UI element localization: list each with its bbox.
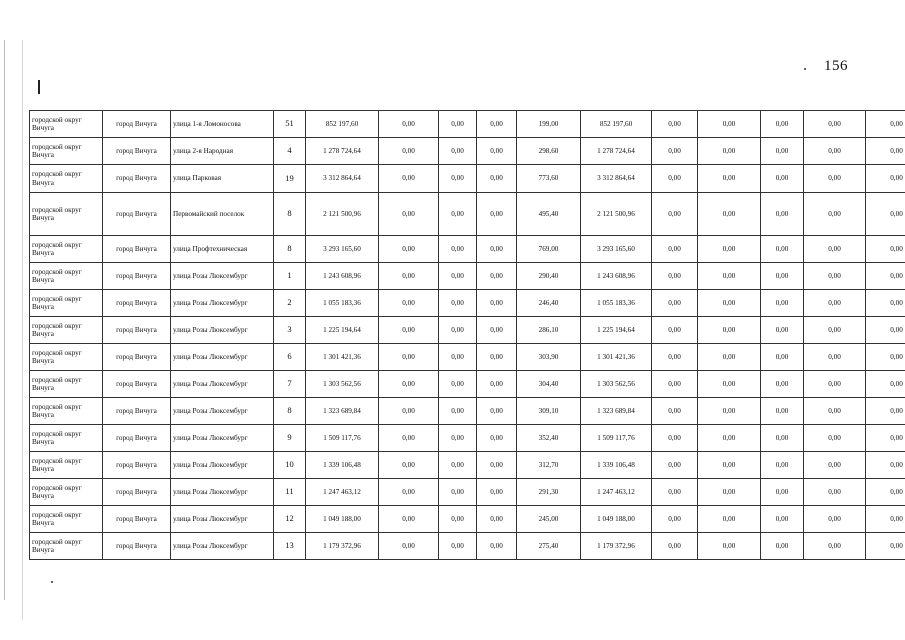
value-cell: 0,00 (866, 236, 905, 263)
value-cell: 0,00 (804, 533, 866, 560)
value-cell: 0,00 (439, 193, 477, 236)
street-cell: улица Розы Люксембург (171, 371, 274, 398)
value-cell: 0,00 (804, 263, 866, 290)
value-cell: 0,00 (439, 165, 477, 193)
value-cell: 0,00 (477, 138, 517, 165)
cost-cell: 1 055 183,36 (581, 290, 652, 317)
table-row (30, 290, 905, 317)
value-cell: 0,00 (698, 344, 761, 371)
table-row (30, 236, 905, 263)
street-cell: Первомайский поселок (171, 193, 274, 236)
street-cell: улица Розы Люксембург (171, 263, 274, 290)
value-cell: 0,00 (652, 165, 698, 193)
value-cell: 0,00 (761, 371, 804, 398)
total-cost-cell: 1 509 117,76 (306, 425, 379, 452)
city-cell: город Вичуга (103, 193, 171, 236)
value-cell: 0,00 (698, 236, 761, 263)
value-cell: 0,00 (804, 290, 866, 317)
value-cell: 0,00 (761, 452, 804, 479)
area-cell: 495,40 (517, 193, 581, 236)
value-cell: 0,00 (698, 452, 761, 479)
okrug-cell: городской округ Вичуга (30, 111, 103, 138)
value-cell: 0,00 (866, 398, 905, 425)
value-cell: 0,00 (761, 193, 804, 236)
house-number-cell: 8 (274, 398, 306, 425)
value-cell: 0,00 (804, 398, 866, 425)
value-cell: 0,00 (761, 533, 804, 560)
house-number-cell: 3 (274, 317, 306, 344)
street-cell: улица Розы Люксембург (171, 452, 274, 479)
house-number-cell: 11 (274, 479, 306, 506)
value-cell: 0,00 (866, 165, 905, 193)
city-cell: город Вичуга (103, 371, 171, 398)
cost-cell: 3 293 165,60 (581, 236, 652, 263)
city-cell: город Вичуга (103, 425, 171, 452)
value-cell: 0,00 (652, 479, 698, 506)
house-number-cell: 8 (274, 193, 306, 236)
area-cell: 246,40 (517, 290, 581, 317)
value-cell: 0,00 (439, 506, 477, 533)
total-cost-cell: 1 303 562,56 (306, 371, 379, 398)
value-cell: 0,00 (804, 344, 866, 371)
value-cell: 0,00 (477, 344, 517, 371)
value-cell: 0,00 (698, 398, 761, 425)
okrug-cell: городской округ Вичуга (30, 533, 103, 560)
value-cell: 0,00 (761, 290, 804, 317)
scan-left-rule (4, 40, 5, 600)
cost-cell: 1 247 463,12 (581, 479, 652, 506)
city-cell: город Вичуга (103, 452, 171, 479)
okrug-cell: городской округ Вичуга (30, 371, 103, 398)
house-number-cell: 12 (274, 506, 306, 533)
cost-cell: 1 339 106,48 (581, 452, 652, 479)
total-cost-cell: 3 312 864,64 (306, 165, 379, 193)
table-row (30, 344, 905, 371)
cost-cell: 852 197,60 (581, 111, 652, 138)
value-cell: 0,00 (761, 111, 804, 138)
value-cell: 0,00 (477, 398, 517, 425)
value-cell: 0,00 (761, 165, 804, 193)
table-row (30, 193, 905, 236)
value-cell: 0,00 (698, 290, 761, 317)
cost-cell: 1 303 562,56 (581, 371, 652, 398)
value-cell: 0,00 (477, 111, 517, 138)
value-cell: 0,00 (379, 165, 439, 193)
house-number-cell: 2 (274, 290, 306, 317)
area-cell: 769,00 (517, 236, 581, 263)
scan-speck (51, 581, 53, 583)
value-cell: 0,00 (477, 263, 517, 290)
table-row (30, 138, 905, 165)
cost-cell: 1 301 421,36 (581, 344, 652, 371)
value-cell: 0,00 (866, 479, 905, 506)
street-cell: улица Розы Люксембург (171, 398, 274, 425)
okrug-cell: городской округ Вичуга (30, 506, 103, 533)
house-number-cell: 9 (274, 425, 306, 452)
cost-cell: 1 179 372,96 (581, 533, 652, 560)
value-cell: 0,00 (804, 236, 866, 263)
value-cell: 0,00 (804, 506, 866, 533)
value-cell: 0,00 (477, 506, 517, 533)
city-cell: город Вичуга (103, 138, 171, 165)
cost-cell: 1 323 689,84 (581, 398, 652, 425)
value-cell: 0,00 (804, 111, 866, 138)
value-cell: 0,00 (698, 317, 761, 344)
value-cell: 0,00 (379, 111, 439, 138)
total-cost-cell: 1 247 463,12 (306, 479, 379, 506)
total-cost-cell: 1 301 421,36 (306, 344, 379, 371)
house-number-cell: 10 (274, 452, 306, 479)
cost-cell: 1 049 188,00 (581, 506, 652, 533)
table-row (30, 533, 905, 560)
value-cell: 0,00 (761, 138, 804, 165)
value-cell: 0,00 (652, 317, 698, 344)
value-cell: 0,00 (439, 479, 477, 506)
value-cell: 0,00 (652, 236, 698, 263)
okrug-cell: городской округ Вичуга (30, 290, 103, 317)
value-cell: 0,00 (379, 425, 439, 452)
okrug-cell: городской округ Вичуга (30, 165, 103, 193)
value-cell: 0,00 (439, 452, 477, 479)
value-cell: 0,00 (652, 533, 698, 560)
value-cell: 0,00 (652, 425, 698, 452)
city-cell: город Вичуга (103, 344, 171, 371)
city-cell: город Вичуга (103, 165, 171, 193)
value-cell: 0,00 (698, 263, 761, 290)
value-cell: 0,00 (652, 398, 698, 425)
table-row (30, 111, 905, 138)
total-cost-cell: 1 278 724,64 (306, 138, 379, 165)
value-cell: 0,00 (866, 506, 905, 533)
house-number-cell: 19 (274, 165, 306, 193)
city-cell: город Вичуга (103, 506, 171, 533)
value-cell: 0,00 (379, 290, 439, 317)
value-cell: 0,00 (379, 317, 439, 344)
value-cell: 0,00 (379, 344, 439, 371)
area-cell: 286,10 (517, 317, 581, 344)
value-cell: 0,00 (477, 165, 517, 193)
value-cell: 0,00 (866, 344, 905, 371)
table-row (30, 371, 905, 398)
house-number-cell: 6 (274, 344, 306, 371)
value-cell: 0,00 (652, 452, 698, 479)
city-cell: город Вичуга (103, 263, 171, 290)
area-cell: 352,40 (517, 425, 581, 452)
okrug-cell: городской округ Вичуга (30, 317, 103, 344)
value-cell: 0,00 (761, 236, 804, 263)
value-cell: 0,00 (698, 506, 761, 533)
cost-cell: 3 312 864,64 (581, 165, 652, 193)
margin-mark (38, 80, 40, 94)
table-row (30, 479, 905, 506)
value-cell: 0,00 (379, 371, 439, 398)
area-cell: 290,40 (517, 263, 581, 290)
house-number-cell: 51 (274, 111, 306, 138)
value-cell: 0,00 (477, 452, 517, 479)
okrug-cell: городской округ Вичуга (30, 344, 103, 371)
house-number-cell: 7 (274, 371, 306, 398)
cost-cell: 1 509 117,76 (581, 425, 652, 452)
table-row (30, 452, 905, 479)
area-cell: 275,40 (517, 533, 581, 560)
total-cost-cell: 1 049 188,00 (306, 506, 379, 533)
area-cell: 199,00 (517, 111, 581, 138)
value-cell: 0,00 (439, 344, 477, 371)
total-cost-cell: 1 055 183,36 (306, 290, 379, 317)
value-cell: 0,00 (379, 506, 439, 533)
value-cell: 0,00 (804, 452, 866, 479)
street-cell: улица Розы Люксембург (171, 344, 274, 371)
value-cell: 0,00 (804, 138, 866, 165)
value-cell: 0,00 (477, 533, 517, 560)
value-cell: 0,00 (439, 398, 477, 425)
city-cell: город Вичуга (103, 317, 171, 344)
value-cell: 0,00 (698, 138, 761, 165)
street-cell: улица Профтехническая (171, 236, 274, 263)
value-cell: 0,00 (761, 344, 804, 371)
value-cell: 0,00 (804, 425, 866, 452)
total-cost-cell: 1 225 194,64 (306, 317, 379, 344)
city-cell: город Вичуга (103, 111, 171, 138)
street-cell: улица Розы Люксембург (171, 425, 274, 452)
area-cell: 304,40 (517, 371, 581, 398)
value-cell: 0,00 (439, 290, 477, 317)
table-row (30, 317, 905, 344)
value-cell: 0,00 (439, 236, 477, 263)
registry-table (29, 110, 905, 560)
value-cell: 0,00 (379, 479, 439, 506)
value-cell: 0,00 (379, 193, 439, 236)
okrug-cell: городской округ Вичуга (30, 425, 103, 452)
city-cell: город Вичуга (103, 398, 171, 425)
street-cell: улица Парковая (171, 165, 274, 193)
value-cell: 0,00 (477, 290, 517, 317)
value-cell: 0,00 (698, 371, 761, 398)
value-cell: 0,00 (761, 398, 804, 425)
page-number: 156 (824, 58, 848, 74)
value-cell: 0,00 (477, 193, 517, 236)
value-cell: 0,00 (439, 425, 477, 452)
scan-speck (804, 68, 806, 70)
value-cell: 0,00 (761, 317, 804, 344)
value-cell: 0,00 (652, 193, 698, 236)
city-cell: город Вичуга (103, 236, 171, 263)
okrug-cell: городской округ Вичуга (30, 193, 103, 236)
value-cell: 0,00 (761, 425, 804, 452)
value-cell: 0,00 (477, 479, 517, 506)
table-row (30, 506, 905, 533)
value-cell: 0,00 (698, 111, 761, 138)
value-cell: 0,00 (652, 263, 698, 290)
value-cell: 0,00 (698, 165, 761, 193)
street-cell: улица Розы Люксембург (171, 506, 274, 533)
value-cell: 0,00 (866, 371, 905, 398)
value-cell: 0,00 (439, 533, 477, 560)
value-cell: 0,00 (804, 371, 866, 398)
value-cell: 0,00 (652, 344, 698, 371)
value-cell: 0,00 (477, 425, 517, 452)
total-cost-cell: 1 323 689,84 (306, 398, 379, 425)
area-cell: 291,30 (517, 479, 581, 506)
street-cell: улица 2-я Народная (171, 138, 274, 165)
street-cell: улица Розы Люксембург (171, 317, 274, 344)
value-cell: 0,00 (439, 138, 477, 165)
total-cost-cell: 1 179 372,96 (306, 533, 379, 560)
okrug-cell: городской округ Вичуга (30, 236, 103, 263)
scan-left-rule-inner (22, 40, 23, 620)
value-cell: 0,00 (439, 371, 477, 398)
cost-cell: 2 121 500,96 (581, 193, 652, 236)
total-cost-cell: 2 121 500,96 (306, 193, 379, 236)
city-cell: город Вичуга (103, 479, 171, 506)
cost-cell: 1 278 724,64 (581, 138, 652, 165)
house-number-cell: 13 (274, 533, 306, 560)
house-number-cell: 1 (274, 263, 306, 290)
house-number-cell: 8 (274, 236, 306, 263)
value-cell: 0,00 (804, 479, 866, 506)
total-cost-cell: 1 339 106,48 (306, 452, 379, 479)
value-cell: 0,00 (866, 138, 905, 165)
value-cell: 0,00 (698, 479, 761, 506)
value-cell: 0,00 (652, 138, 698, 165)
total-cost-cell: 3 293 165,60 (306, 236, 379, 263)
value-cell: 0,00 (866, 317, 905, 344)
okrug-cell: городской округ Вичуга (30, 138, 103, 165)
area-cell: 309,10 (517, 398, 581, 425)
total-cost-cell: 1 243 608,96 (306, 263, 379, 290)
value-cell: 0,00 (866, 193, 905, 236)
value-cell: 0,00 (804, 317, 866, 344)
table-row (30, 425, 905, 452)
value-cell: 0,00 (379, 263, 439, 290)
street-cell: улица Розы Люксембург (171, 479, 274, 506)
street-cell: улица Розы Люксембург (171, 290, 274, 317)
value-cell: 0,00 (652, 371, 698, 398)
value-cell: 0,00 (866, 452, 905, 479)
okrug-cell: городской округ Вичуга (30, 398, 103, 425)
value-cell: 0,00 (477, 236, 517, 263)
table-row (30, 263, 905, 290)
area-cell: 245,00 (517, 506, 581, 533)
value-cell: 0,00 (652, 290, 698, 317)
value-cell: 0,00 (379, 138, 439, 165)
value-cell: 0,00 (866, 425, 905, 452)
value-cell: 0,00 (804, 165, 866, 193)
value-cell: 0,00 (698, 425, 761, 452)
value-cell: 0,00 (866, 290, 905, 317)
value-cell: 0,00 (866, 263, 905, 290)
area-cell: 773,60 (517, 165, 581, 193)
value-cell: 0,00 (439, 263, 477, 290)
street-cell: улица Розы Люксембург (171, 533, 274, 560)
value-cell: 0,00 (379, 452, 439, 479)
okrug-cell: городской округ Вичуга (30, 479, 103, 506)
value-cell: 0,00 (379, 533, 439, 560)
street-cell: улица 1-я Ломоносова (171, 111, 274, 138)
cost-cell: 1 243 608,96 (581, 263, 652, 290)
value-cell: 0,00 (698, 533, 761, 560)
value-cell: 0,00 (698, 193, 761, 236)
city-cell: город Вичуга (103, 290, 171, 317)
area-cell: 312,70 (517, 452, 581, 479)
table-row (30, 398, 905, 425)
total-cost-cell: 852 197,60 (306, 111, 379, 138)
area-cell: 298,60 (517, 138, 581, 165)
value-cell: 0,00 (439, 111, 477, 138)
value-cell: 0,00 (804, 193, 866, 236)
okrug-cell: городской округ Вичуга (30, 263, 103, 290)
value-cell: 0,00 (439, 317, 477, 344)
value-cell: 0,00 (652, 506, 698, 533)
value-cell: 0,00 (866, 533, 905, 560)
value-cell: 0,00 (379, 236, 439, 263)
cost-cell: 1 225 194,64 (581, 317, 652, 344)
house-number-cell: 4 (274, 138, 306, 165)
okrug-cell: городской округ Вичуга (30, 452, 103, 479)
city-cell: город Вичуга (103, 533, 171, 560)
value-cell: 0,00 (761, 506, 804, 533)
value-cell: 0,00 (477, 317, 517, 344)
value-cell: 0,00 (761, 263, 804, 290)
value-cell: 0,00 (477, 371, 517, 398)
value-cell: 0,00 (761, 479, 804, 506)
area-cell: 303,90 (517, 344, 581, 371)
value-cell: 0,00 (379, 398, 439, 425)
table-row (30, 165, 905, 193)
value-cell: 0,00 (652, 111, 698, 138)
value-cell: 0,00 (866, 111, 905, 138)
